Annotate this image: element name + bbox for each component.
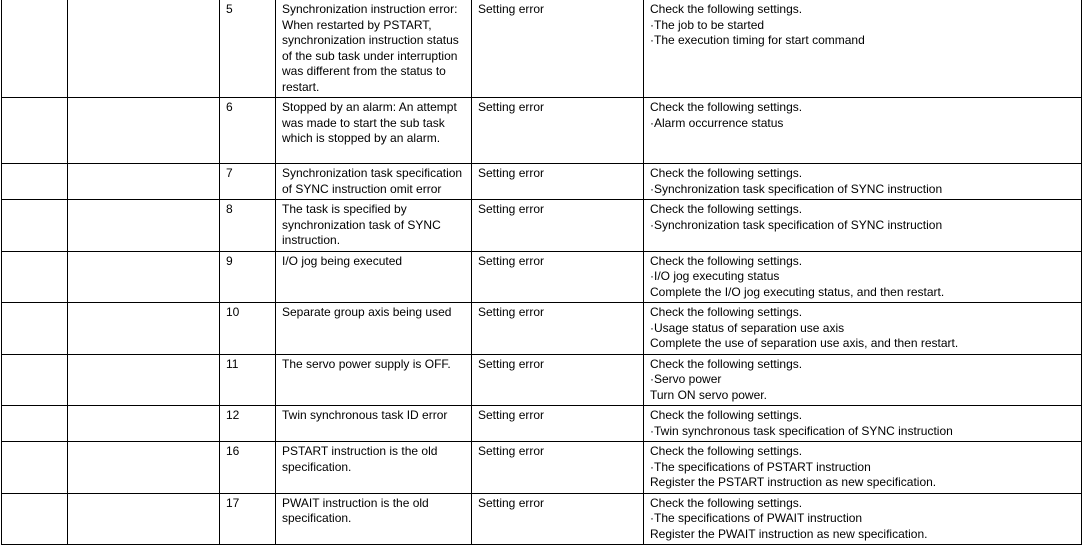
blank-cell [68,251,220,303]
remedy-line: Check the following settings. [650,305,803,319]
description-cell [276,303,472,355]
remedy-line: ·Synchronization task specification of SYNC instruction [650,217,943,232]
table-body [2,0,1082,545]
remedy-line: Check the following settings. [650,356,803,371]
blank-cell [68,200,220,252]
error-type-cell: Setting error [472,442,644,494]
error-type-cell: Setting error [472,251,644,303]
description-cell [276,200,472,252]
error-type-cell: Setting error [472,98,644,164]
remedy-line: Complete the use of separation use axis, and then restart. [650,336,959,350]
blank-cell [68,442,220,494]
remedy-cell [644,406,1082,442]
description-cell [276,164,472,200]
error-type-cell: Setting error [472,200,644,252]
description-text: Separate group axis being used [282,305,452,319]
remedy-cell [644,0,1082,98]
remedy-cell [644,98,1082,164]
blank-cell [2,98,68,164]
error-type-cell: Setting error [472,0,644,98]
blank-cell [68,303,220,355]
description-cell [276,98,472,164]
blank-cell [2,354,68,406]
table-row [2,0,1082,98]
table-row [2,164,1082,200]
blank-cell [2,406,68,442]
blank-cell [2,442,68,494]
remedy-line: Register the PWAIT instruction as new specification. [650,526,928,541]
blank-cell [2,0,68,98]
description-text: The servo power supply is OFF. [282,356,451,371]
subcode-cell: 16 [220,442,276,494]
table-row [2,406,1082,442]
remedy-line: Check the following settings. [650,444,803,458]
error-type-cell: Setting error [472,164,644,200]
blank-cell [68,493,220,545]
subcode-cell: 11 [220,354,276,406]
error-type-cell: Setting error [472,493,644,545]
blank-cell [68,164,220,200]
description-cell [276,493,472,545]
blank-cell [68,98,220,164]
remedy-line: Check the following settings. [650,408,803,422]
description-text: Twin synchronous task ID error [282,408,448,422]
remedy-line: Complete the I/O jog executing status, and then restart. [650,284,945,299]
remedy-cell [644,164,1082,200]
remedy-line: Check the following settings. [650,495,803,510]
table-row [2,98,1082,164]
description-text: Synchronization instruction error: When restarted by PSTART, synchronization instruction status of the sub task under interruption was different from the status to restart. [282,2,459,94]
error-type-cell: Setting error [472,303,644,355]
table-row [2,251,1082,303]
blank-cell [2,164,68,200]
description-text: I/O jog being executed [282,253,403,268]
description-text: The task is specified by synchronization task of SYNC instruction. [282,202,441,247]
subcode-cell: 8 [220,200,276,252]
description-cell [276,406,472,442]
remedy-line: ·The specifications of PSTART instruction [650,459,871,474]
remedy-line: ·The execution timing for start command [650,33,865,47]
remedy-cell [644,493,1082,545]
subcode-cell: 10 [220,303,276,355]
remedy-line: Check the following settings. [650,202,803,216]
description-cell [276,251,472,303]
description-cell [276,0,472,98]
blank-cell [68,406,220,442]
remedy-line: Check the following settings. [650,100,803,114]
blank-cell [2,200,68,252]
remedy-line: ·Servo power [650,372,722,386]
description-text: PWAIT instruction is the old specification. [282,495,429,525]
remedy-line: ·The specifications of PWAIT instruction [650,511,863,525]
remedy-cell [644,251,1082,303]
remedy-line: Turn ON servo power. [650,387,767,402]
remedy-line: Check the following settings. [650,253,803,268]
blank-cell [2,251,68,303]
table-row [2,493,1082,545]
remedy-cell [644,200,1082,252]
alarm-subcode-table [1,0,1082,545]
blank-cell [2,303,68,355]
description-text: Stopped by an alarm: An attempt was made to start the sub task which is stopped by an alarm. [282,100,457,145]
table-row [2,200,1082,252]
table-row [2,303,1082,355]
table-row [2,442,1082,494]
remedy-line: Register the PSTART instruction as new specification. [650,475,937,489]
remedy-cell [644,303,1082,355]
blank-cell [2,493,68,545]
subcode-cell: 12 [220,406,276,442]
table-row [2,354,1082,406]
description-text: Synchronization task specification of SYNC instruction omit error [282,166,463,196]
remedy-line: Check the following settings. [650,166,803,180]
remedy-line: ·The job to be started [650,17,765,32]
subcode-cell: 5 [220,0,276,98]
subcode-cell: 17 [220,493,276,545]
description-cell [276,442,472,494]
remedy-cell [644,442,1082,494]
remedy-line: ·Alarm occurrence status [650,115,784,130]
subcode-cell: 9 [220,251,276,303]
description-cell [276,354,472,406]
subcode-cell: 6 [220,98,276,164]
error-type-cell: Setting error [472,406,644,442]
remedy-line: ·I/O jog executing status [650,269,780,283]
remedy-cell [644,354,1082,406]
subcode-cell: 7 [220,164,276,200]
error-type-cell: Setting error [472,354,644,406]
blank-cell [68,354,220,406]
remedy-line: Check the following settings. [650,2,803,16]
blank-cell [68,0,220,98]
remedy-line: ·Usage status of separation use axis [650,320,845,335]
description-text: PSTART instruction is the old specification. [282,444,438,474]
remedy-line: ·Synchronization task specification of SYNC instruction [650,181,943,196]
remedy-line: ·Twin synchronous task specification of SYNC instruction [650,423,953,438]
